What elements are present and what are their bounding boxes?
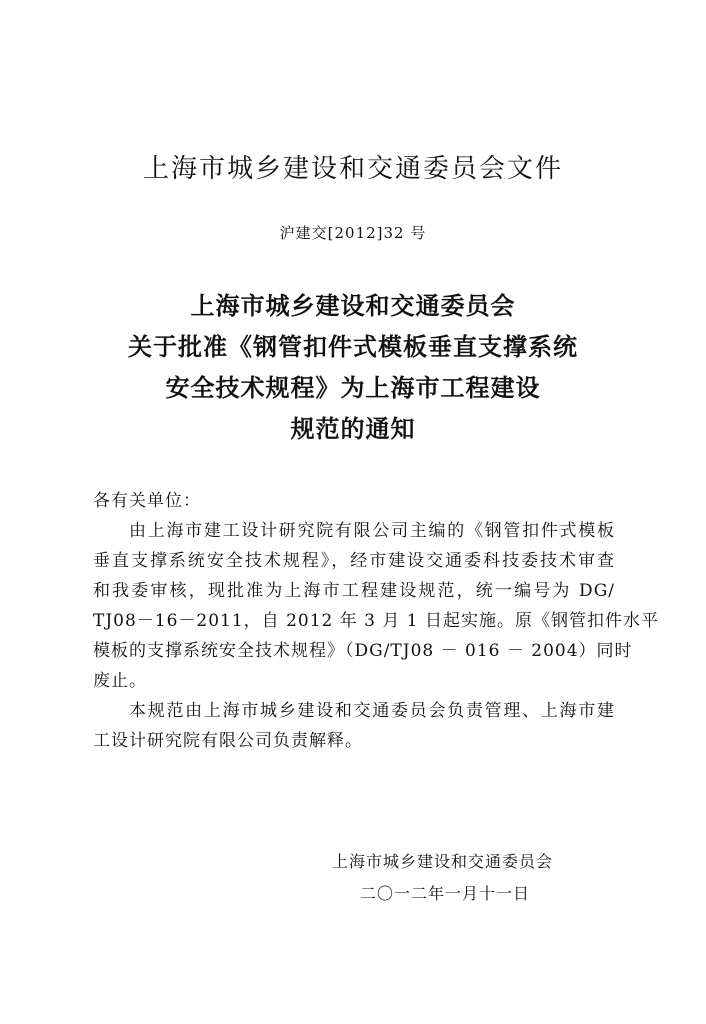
notice-body [93, 486, 659, 756]
issuer-header: 上海市城乡建设和交通委员会文件 [142, 154, 563, 184]
paragraph-line: 工设计研究院有限公司负责解释。 [93, 731, 363, 751]
signing-organization: 上海市城乡建设和交通委员会 [332, 852, 554, 871]
notice-title-line: 规范的通知 [290, 415, 416, 443]
paragraph-line: 由上海市建工设计研究院有限公司主编的《钢管扣件式模板 [129, 521, 615, 541]
notice-title-line: 上海市城乡建设和交通委员会 [190, 292, 516, 320]
paragraph-line: 本规范由上海市城乡建设和交通委员会负责管理、上海市建 [129, 701, 615, 721]
notice-title [60, 286, 646, 450]
paragraph-line: 模板的支撑系统安全技术规程》（DG/TJ08 － 016 － 2004）同时 [93, 641, 633, 661]
document-number: 沪建交[2012]32 号 [279, 224, 427, 242]
notice-title-line: 安全技术规程》为上海市工程建设 [165, 374, 541, 402]
paragraph-line: TJ08－16－2011，自 2012 年 3 月 1 日起实施。原《钢管扣件水平 [93, 611, 659, 631]
signing-date: 二〇一二年一月十一日 [360, 884, 531, 903]
notice-title-line: 关于批准《钢管扣件式模板垂直支撑系统 [128, 333, 578, 361]
paragraph-line: 废止。 [93, 671, 147, 691]
salutation: 各有关单位： [93, 491, 201, 511]
signature-block [330, 846, 610, 910]
paragraph-line: 和我委审核，现批准为上海市工程建设规范，统一编号为 DG/ [93, 581, 615, 601]
paragraph-line: 垂直支撑系统安全技术规程》，经市建设交通委科技委技术审查 [93, 551, 615, 571]
